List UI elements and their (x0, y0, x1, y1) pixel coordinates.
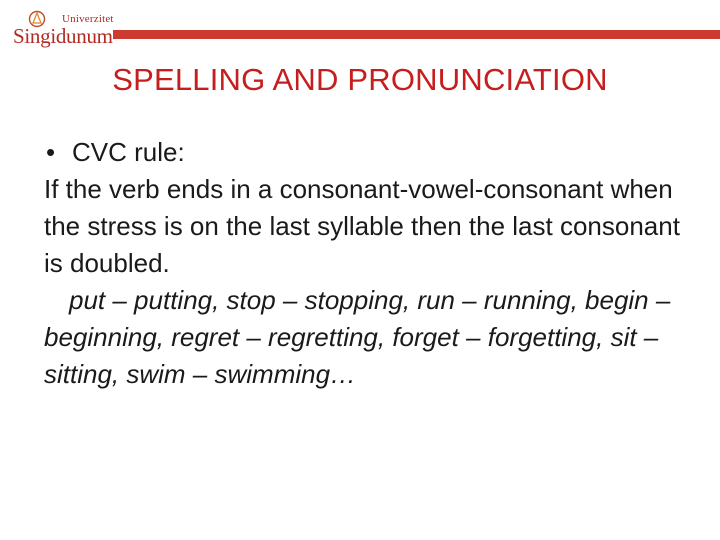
examples-paragraph: put – putting, stop – stopping, run – running, begin – beginning, regret – regretting, forget – forgetting, sit – sitting, swim – swimming… (44, 285, 671, 389)
rule-paragraph: If the verb ends in a consonant-vowel-consonant when the stress is on the last syllable then the last consonant is doubled. (44, 174, 680, 278)
logo-brand-top: Univerzitet (62, 13, 114, 25)
bullet-marker: • (46, 137, 56, 167)
slide-body (44, 134, 684, 393)
university-logo (10, 8, 114, 48)
bullet-text: CVC rule: (72, 137, 185, 167)
bullet-item (44, 134, 684, 171)
slide-header (0, 0, 720, 56)
slide-title: SPELLING AND PRONUNCIATION (112, 62, 608, 97)
header-bar (113, 30, 720, 39)
logo-brand-main: Singidunum (13, 24, 113, 48)
